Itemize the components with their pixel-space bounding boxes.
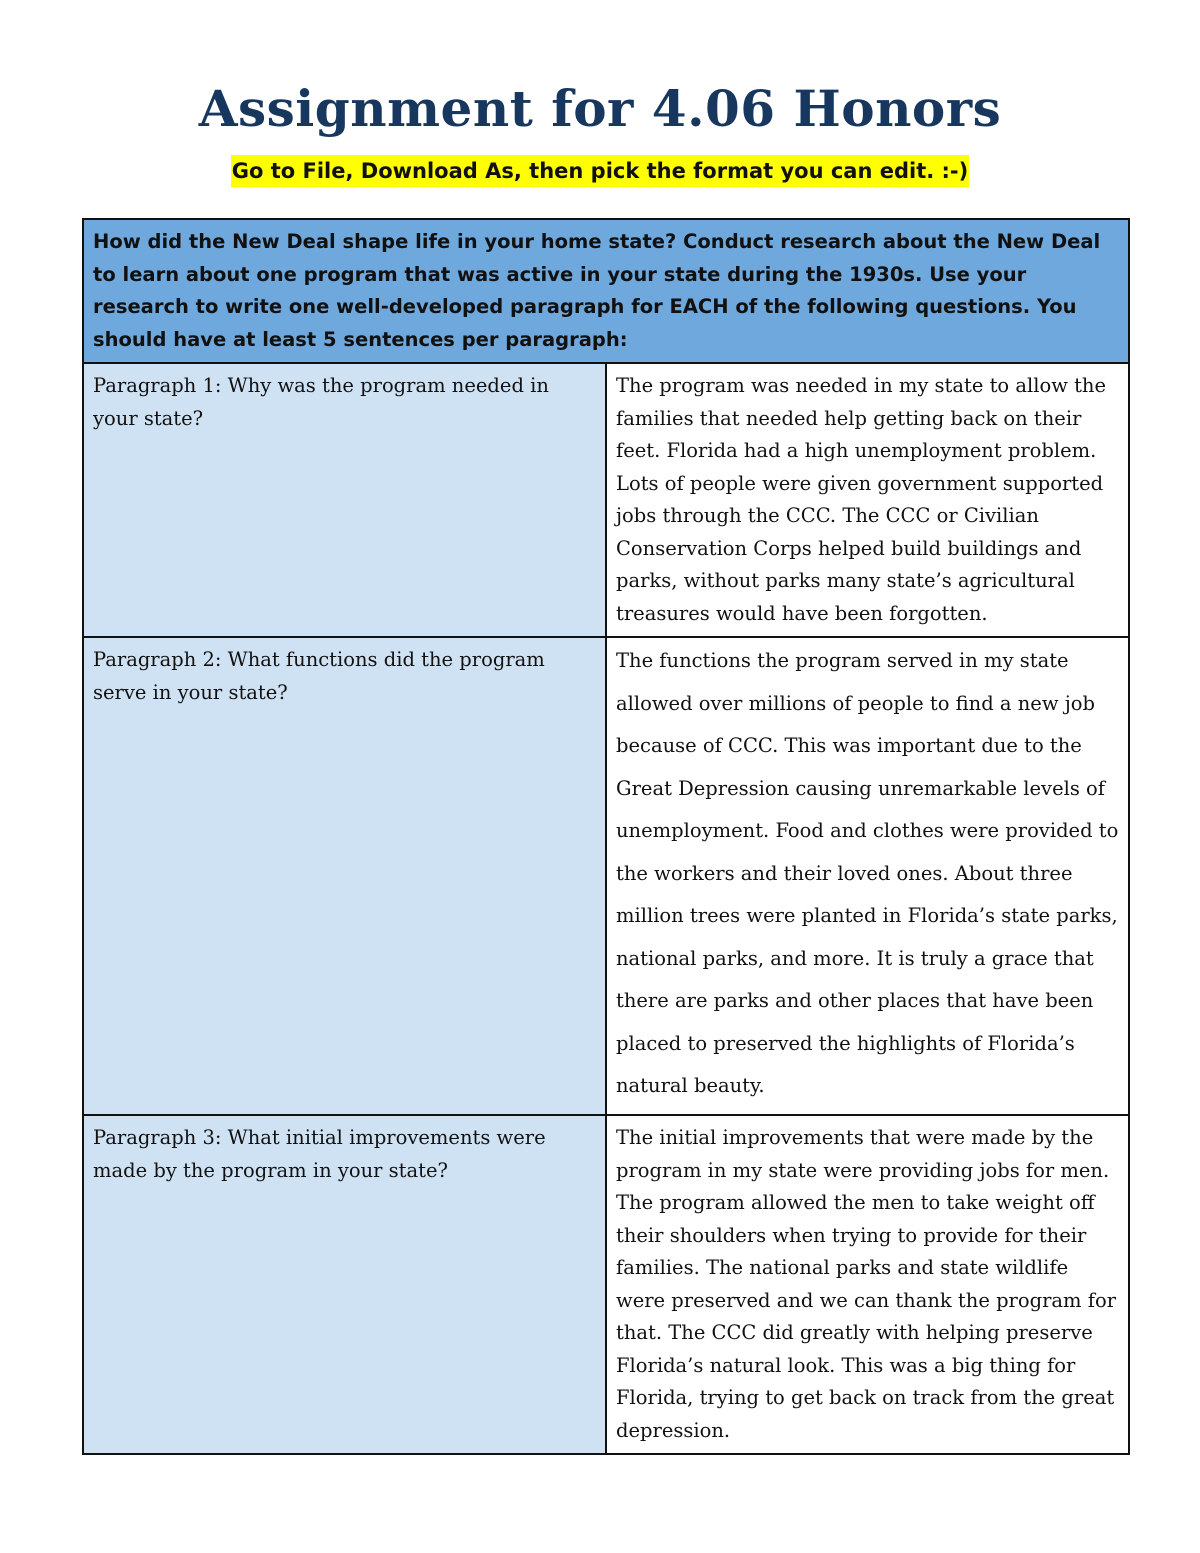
prompt-row (83, 219, 1129, 363)
answer-cell-3: The initial improvements that were made by the program in my state were providing jobs for men. The program allowed the men to take weight off their shoulders when trying to provide for their families. The national parks and state wildlife were preserved and we can thank the program for that. The CCC did greatly with helping preserve Florida’s natural look. This was a big thing for Florida, trying to get back on track from the great depression. (606, 1115, 1129, 1454)
assignment-table (82, 218, 1130, 1455)
question-cell-1: Paragraph 1: Why was the program needed in your state? (83, 363, 606, 637)
highlighted-instruction: Go to File, Download As, then pick the format you can edit. :-) (231, 155, 970, 187)
page-title: Assignment for 4.06 Honors (198, 79, 1002, 138)
prompt-cell: How did the New Deal shape life in your home state? Conduct research about the New Deal to learn about one program that was active in your state during the 1930s. Use your research to write one well-developed paragraph for EACH of the following questions. You should have at least 5 sentences per paragraph: (83, 219, 1129, 363)
table-row (83, 1115, 1129, 1454)
subtitle-container (0, 155, 1200, 187)
table-row (83, 637, 1129, 1115)
table-row (83, 363, 1129, 637)
question-cell-3: Paragraph 3: What initial improvements were made by the program in your state? (83, 1115, 606, 1454)
answer-cell-2: The functions the program served in my state allowed over millions of people to find a new job because of CCC. This was important due to the Great Depression causing unremarkable levels of unemployment. Food and clothes were provided to the workers and their loved ones. About three million trees were planted in Florida’s state parks, national parks, and more. It is truly a grace that there are parks and other places that have been placed to preserved the highlights of Florida’s natural beauty. (606, 637, 1129, 1115)
answer-cell-1: The program was needed in my state to allow the families that needed help getting back on their feet. Florida had a high unemployment problem. Lots of people were given government supported jobs through the CCC. The CCC or Civilian Conservation Corps helped build buildings and parks, without parks many state’s agricultural treasures would have been forgotten. (606, 363, 1129, 637)
question-cell-2: Paragraph 2: What functions did the program serve in your state? (83, 637, 606, 1115)
